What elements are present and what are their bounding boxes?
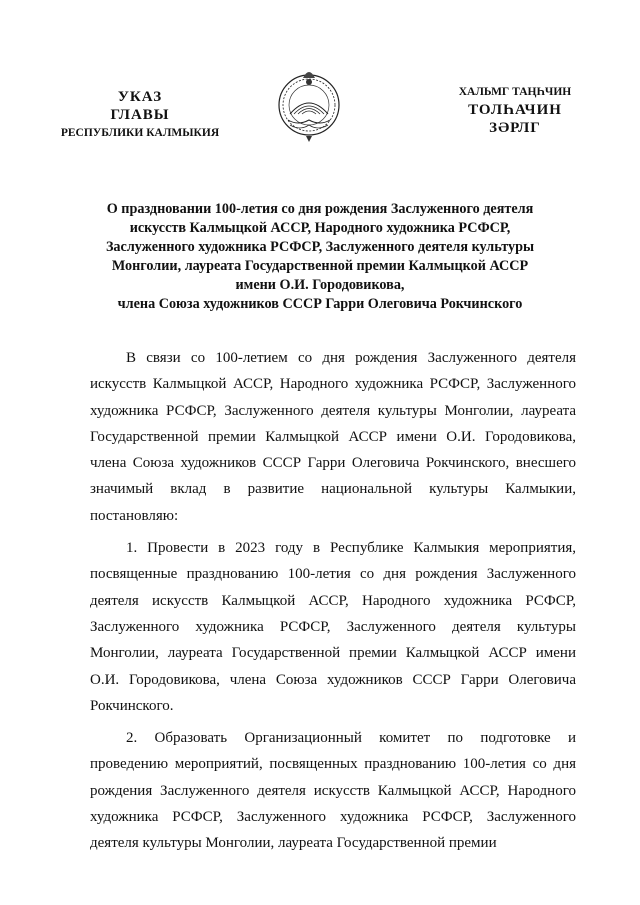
decree-header-right — [415, 83, 615, 137]
title-line: члена Союза художников СССР Гарри Олеговича Рокчинского — [117, 296, 523, 312]
republic-name-kalmyk: ХАЛЬМГ ТАҢҺЧИН — [458, 86, 572, 98]
title-line: имени О.И. Городовикова, — [235, 277, 405, 293]
clause-2-paragraph: 2. Образовать Организационный комитет по подготовке и проведению мероприятий, посвященных празднованию 100-летия со дня рождения Заслуженного деятеля искусств Калмыцкой АССР, Народного художника РСФСР, Заслуженного художника РСФСР, Заслуженного деятеля культуры Монголии, лауреата Государственной премии — [90, 730, 576, 852]
clause-1-paragraph: 1. Провести в 2023 году в Республике Калмыкия мероприятия, посвященные празднованию 100-летия со дня рождения Заслуженного деятеля искусств Калмыцкой АССР, Народного художника РСФСР, Заслуженного художника РСФСР, Заслуженного деятеля культуры Монголии, лауреата Государственной премии Калмыцкой АССР имени О.И. Городовикова, члена Союза художников СССР Гарри Олеговича Рокчинского. — [90, 540, 576, 714]
decree-body — [90, 345, 576, 857]
title-line: Заслуженного художника РСФСР, Заслуженного деятеля культуры — [105, 239, 535, 255]
decree-word: УКАЗ — [117, 89, 163, 105]
title-line: искусств Калмыцкой АССР, Народного художника РСФСР, — [129, 220, 511, 236]
preamble-paragraph: В связи со 100-летием со дня рождения Заслуженного деятеля искусств Калмыцкой АССР, Народного художника РСФСР, Заслуженного художника РСФСР, Заслуженного деятеля культуры Монголии, лауреата Государственной премии Калмыцкой АССР имени О.И. Городовикова, члена Союза художников СССР Гарри Олеговича Рокчинского, внесшего значимый вклад в развитие национальной культуры Калмыкии, постановляю: — [90, 350, 576, 524]
republic-name: РЕСПУБЛИКИ КАЛМЫКИЯ — [60, 127, 220, 139]
title-line: Монголии, лауреата Государственной премии Калмыцкой АССР — [111, 258, 529, 274]
decree-title — [70, 200, 570, 314]
kalmykia-coat-of-arms-icon — [276, 62, 342, 144]
decree-word-kalmyk: ЗӘРЛГ — [489, 120, 541, 136]
head-word-kalmyk: ТОЛҺАЧИН — [468, 102, 562, 118]
decree-header-left — [30, 88, 250, 142]
head-word: ГЛАВЫ — [110, 107, 170, 123]
title-line: О праздновании 100-летия со дня рождения Заслуженного деятеля — [106, 201, 534, 217]
